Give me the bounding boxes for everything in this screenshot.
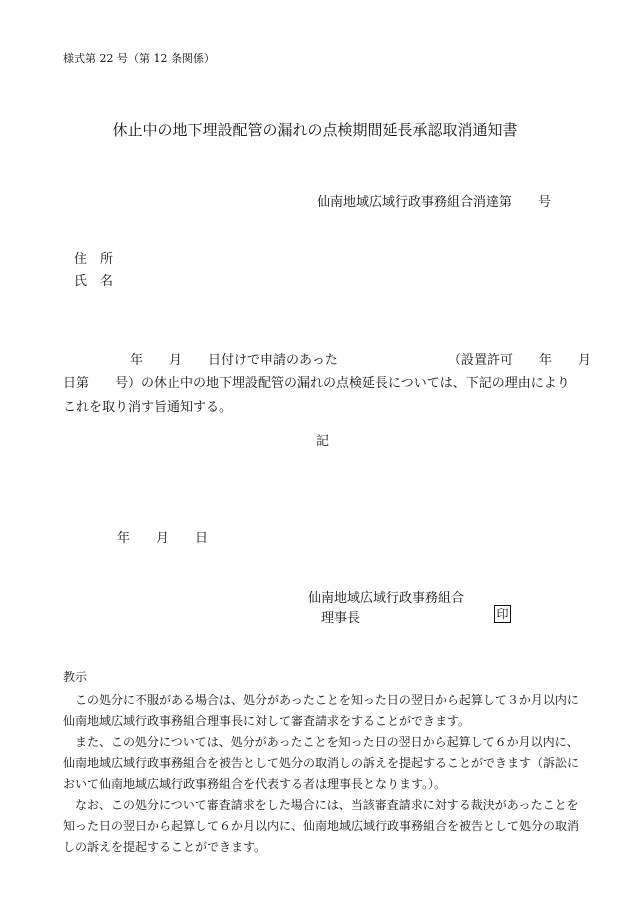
issuer-title: 理事長: [321, 611, 361, 626]
form-number: 様式第 22 号（第 12 条関係）: [63, 52, 215, 65]
body-line-1-right: （設置許可 年 月: [448, 353, 592, 368]
notice-line: 仙南地域広域行政事務組合を被告として処分の取消しの訴えを提起することができます（訴訟に: [63, 756, 580, 770]
document-title: 休止中の地下埋設配管の漏れの点検期間延長承認取消通知書: [112, 121, 518, 139]
body-line-3: これを取り消す旨通知する。: [63, 400, 233, 415]
notice-line: この処分に不服がある場合は、処分があったことを知った日の翌日から起算して３か月以内に: [75, 693, 579, 707]
document-number: 仙南地域広域行政事務組合消達第 号: [317, 195, 552, 210]
ki-heading: 記: [315, 434, 329, 449]
address-label: 住 所: [74, 252, 114, 267]
seal-mark: 印: [494, 605, 511, 623]
body-line-1: 年 月 日付けで申請のあった: [130, 353, 338, 368]
issuer-org: 仙南地域広域行政事務組合: [308, 591, 465, 606]
notice-line: 知った日の翌日から起算して６か月以内に、仙南地域広域行政事務組合を被告として処分の取消: [63, 819, 580, 833]
issue-date: 年 月 日: [117, 531, 209, 546]
notice-line: おいて仙南地域広域行政事務組合を代表する者は理事長となります。）。: [63, 777, 447, 791]
notice-line: なお、この処分について審査請求をした場合には、当該審査請求に対する裁決があったことを: [75, 798, 579, 812]
name-label: 氏 名: [74, 274, 114, 289]
notice-line: 仙南地域広域行政事務組合理事長に対して審査請求をすることができます。: [63, 714, 471, 728]
body-line-2: 日第 号）の休止中の地下埋設配管の漏れの点検延長については、下記の理由により: [63, 376, 570, 391]
notice-heading: 教示: [63, 670, 88, 684]
notice-line: また、この処分については、処分があったことを知った日の翌日から起算して６か月以内に、: [75, 735, 579, 749]
notice-line: しの訴えを提起することができます。: [63, 840, 267, 854]
